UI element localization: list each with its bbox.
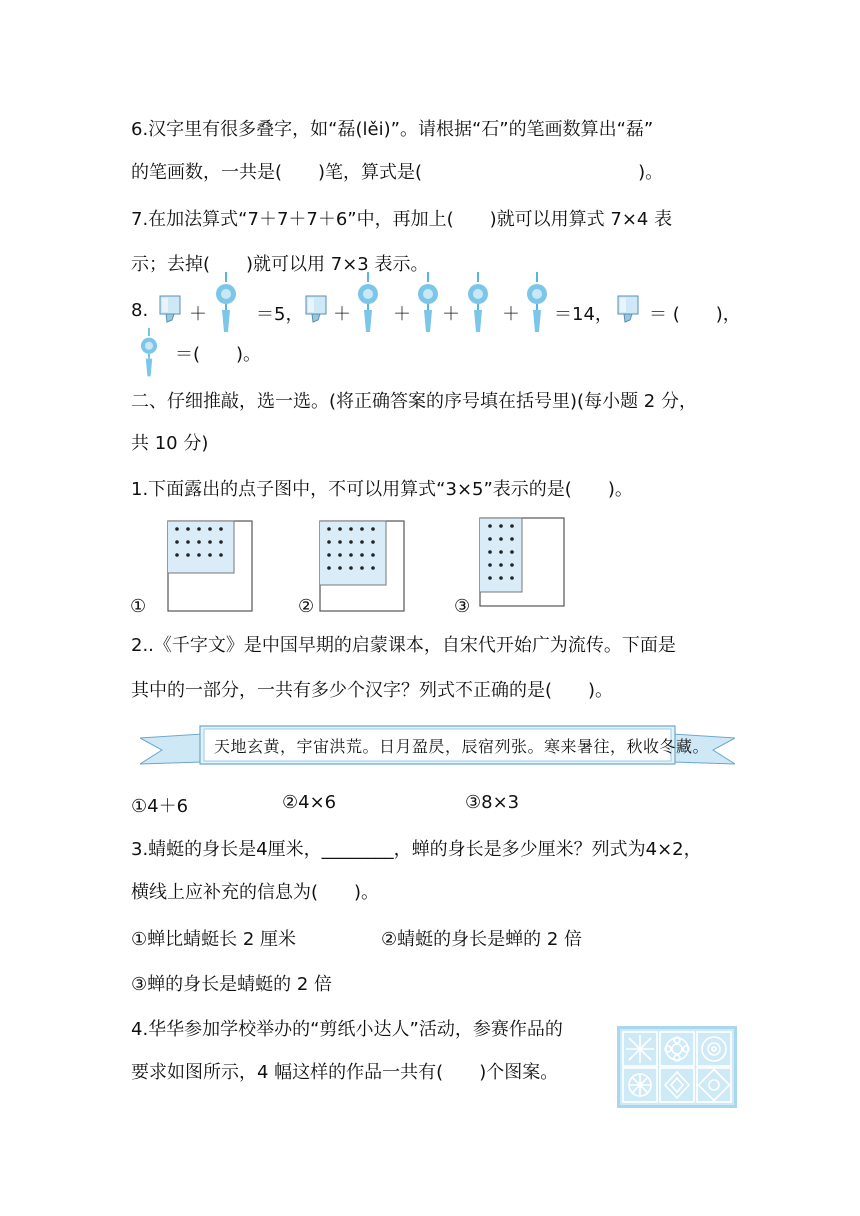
s2q3-line1: [131, 837, 702, 863]
knot-icon: [465, 272, 491, 334]
q6-line1: 6.汉字里有很多叠字，如“磊(lěi)”。请根据“石”的笔画数算出“磊”: [131, 119, 654, 140]
option-label-3: ③: [454, 596, 471, 617]
equation-result-14: ＝14，: [554, 304, 613, 325]
s2q3-option-2: ②蜻蜓的身长是蝉的 2 倍: [381, 929, 583, 950]
option-label-2: ②: [298, 596, 315, 617]
knot-icon: [524, 272, 550, 334]
section2-heading-line2: 共 10 分): [131, 433, 209, 454]
lantern-answer-blank: ＝ ( )，: [649, 304, 741, 325]
text-banner: [140, 722, 735, 772]
knot-icon: [415, 272, 441, 334]
knot-icon: [136, 328, 162, 378]
s2q2-line1: 2..《千字文》是中国早期的启蒙课本，自宋代开始广为流传。下面是: [131, 635, 676, 656]
s2q2-option-3: ③8×3: [465, 792, 520, 813]
lantern-icon: [615, 294, 643, 324]
equation-result-5: ＝5，: [256, 304, 304, 325]
lantern-icon: [157, 294, 185, 324]
lantern-icon: [303, 294, 331, 324]
q7-line1: 7.在加法算式“7＋7＋7＋6”中，再加上( )就可以用算式 7×4 表: [131, 209, 673, 230]
q7-line2: 示；去掉( )就可以用 7×3 表示。: [131, 254, 429, 275]
plus-sign: ＋: [442, 304, 460, 325]
s2q4-line2: 要求如图所示，4 幅这样的作品一共有( )个图案。: [131, 1062, 559, 1083]
s2q4-line1: 4.华华参加学校举办的“剪纸小达人”活动，参赛作品的: [131, 1019, 563, 1040]
plus-sign: ＋: [333, 304, 351, 325]
dot-figure-1: [130, 515, 260, 615]
dot-figure-3: [470, 512, 600, 612]
section2-heading-line1: 二、仔细推敲，选一选。(将正确答案的序号填在括号里)(每小题 2 分，: [131, 391, 697, 412]
s2q3-line1-end: ，蝉的身长是多少厘米？列式为4×2，: [393, 839, 702, 860]
plus-sign: ＋: [189, 304, 207, 325]
knot-answer-blank: ＝( )。: [175, 344, 262, 365]
s2q2-line2: 其中的一部分，一共有多少个汉字？列式不正确的是( )。: [131, 680, 614, 701]
s2q3-blank: ________: [321, 839, 394, 860]
s2q3-line1-start: 3.蜻蜓的身长是4厘米，: [131, 839, 322, 860]
s2q3-line2: 横线上应补充的信息为( )。: [131, 882, 380, 903]
knot-icon: [213, 272, 239, 334]
plus-sign: ＋: [502, 304, 520, 325]
dot-figure-2: [300, 515, 430, 615]
s2q1-text: 1.下面露出的点子图中，不可以用算式“3×5”表示的是( )。: [131, 479, 633, 500]
banner-text: 天地玄黄，宇宙洪荒。日月盈昃，辰宿列张。寒来暑往，秋收冬藏。: [214, 737, 710, 756]
s2q3-option-3: ③蝉的身长是蜻蜓的 2 倍: [131, 974, 333, 995]
q8-number: 8.: [131, 300, 149, 321]
s2q3-option-1: ①蝉比蜻蜓长 2 厘米: [131, 929, 297, 950]
s2q2-option-2: ②4×6: [282, 792, 337, 813]
q8-row2: [131, 332, 431, 382]
papercut-artwork: [617, 1026, 737, 1108]
q6-line2: 的笔画数，一共是( )笔，算式是( )。: [131, 162, 664, 183]
s2q2-option-1: ①4＋6: [131, 796, 189, 817]
option-label-1: ①: [130, 596, 147, 617]
knot-icon: [355, 272, 381, 334]
plus-sign: ＋: [393, 304, 411, 325]
